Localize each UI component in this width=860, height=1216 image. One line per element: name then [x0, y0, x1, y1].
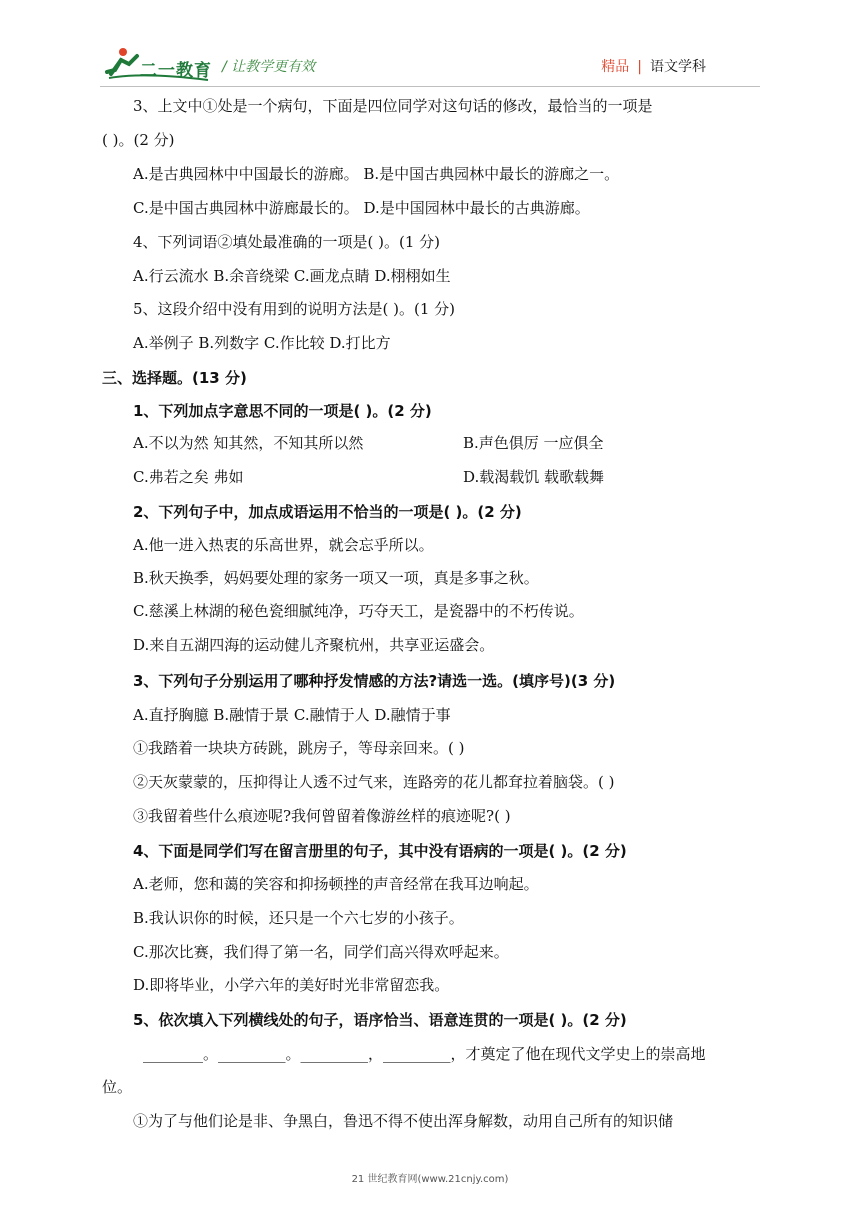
s3-q1-option-d: D.载渴载饥 载歌载舞	[463, 468, 605, 486]
s3-q5-blanks: ________。_________。_________，_________，才奠定了他在现代文学史上的崇高地	[143, 1045, 706, 1063]
page-footer: 21 世纪教育网(www.21cnjy.com)	[351, 1174, 509, 1185]
quality-tag: 精品	[601, 59, 630, 75]
header-separator: |	[637, 59, 642, 75]
question-3-blank: ( )。(2 分)	[102, 131, 175, 149]
page-header	[0, 0, 860, 88]
s3-q3-methods: A.直抒胸臆 B.融情于景 C.融情于人 D.融情于事	[133, 706, 451, 724]
header-divider	[100, 86, 760, 87]
s3-q3-sentence-2: ②天灰蒙蒙的，压抑得让人透不过气来，连路旁的花儿都耷拉着脑袋。( )	[133, 773, 615, 791]
s3-question-5-stem: 5、依次填入下列横线处的句子，语序恰当、语意连贯的一项是( )。(2 分)	[133, 1011, 627, 1029]
s3-q1-option-b: B.声色俱厉 一应俱全	[463, 434, 604, 452]
s3-q3-sentence-1: ①我踏着一块块方砖跳，跳房子，等母亲回来。( )	[133, 739, 465, 757]
s3-question-2-stem: 2、下列句子中，加点成语运用不恰当的一项是( )。(2 分)	[133, 503, 522, 521]
s3-q4-option-d: D.即将毕业，小学六年的美好时光非常留恋我。	[133, 976, 450, 994]
s3-question-3-stem: 3、下列句子分别运用了哪种抒发情感的方法?请选一选。(填序号)(3 分)	[133, 672, 616, 690]
s3-q2-option-a: A.他一进入热衷的乐高世界，就会忘乎所以。	[133, 536, 434, 554]
s3-q1-option-c: C.弗若之矣 弗如	[133, 468, 244, 486]
header-tags	[601, 56, 706, 76]
s3-question-4-stem: 4、下面是同学们写在留言册里的句子，其中没有语病的一项是( )。(2 分)	[133, 842, 627, 860]
question-5-stem: 5、这段介绍中没有用到的说明方法是( )。(1 分)	[133, 300, 456, 318]
s3-q2-option-c: C.慈溪上林湖的秘色瓷细腻纯净，巧夺天工，是瓷器中的不朽传说。	[133, 602, 584, 620]
s3-q5-sentence-1: ①为了与他们论是非、争黑白，鲁迅不得不使出浑身解数，动用自己所有的知识储	[133, 1112, 674, 1130]
s3-q4-option-a: A.老师，您和蔼的笑容和抑扬顿挫的声音经常在我耳边响起。	[133, 875, 539, 893]
s3-q3-sentence-3: ③我留着些什么痕迹呢?我何曾留着像游丝样的痕迹呢?( )	[133, 807, 511, 825]
s3-question-1-stem: 1、下列加点字意思不同的一项是( )。(2 分)	[133, 402, 432, 420]
s3-q2-option-b: B.秋天换季，妈妈要处理的家务一项又一项，真是多事之秋。	[133, 569, 539, 587]
question-4-stem: 4、下列词语②填处最准确的一项是( )。(1 分)	[133, 233, 441, 251]
subject-tag: 语文学科	[650, 59, 706, 75]
question-3-options-ab: A.是古典园林中中国最长的游廊。 B.是中国古典园林中最长的游廊之一。	[133, 165, 620, 183]
s3-q4-option-b: B.我认识你的时候，还只是一个六七岁的小孩子。	[133, 909, 464, 927]
s3-q1-option-a: A.不以为然 知其然，不知其所以然	[133, 434, 364, 452]
question-4-options: A.行云流水 B.余音绕梁 C.画龙点睛 D.栩栩如生	[133, 267, 451, 285]
section-3-title: 三、选择题。(13 分)	[102, 369, 247, 387]
question-3-stem: 3、上文中①处是一个病句，下面是四位同学对这句话的修改，最恰当的一项是	[133, 97, 653, 115]
brand-slogan: / 让教学更有效	[222, 59, 316, 75]
s3-q2-option-d: D.来自五湖四海的运动健儿齐聚杭州，共享亚运盛会。	[133, 636, 495, 654]
question-5-options: A.举例子 B.列数字 C.作比较 D.打比方	[133, 334, 391, 352]
brand-name: 二一教育	[140, 61, 212, 81]
s3-q5-blanks-cont: 位。	[102, 1078, 133, 1096]
s3-q4-option-c: C.那次比赛，我们得了第一名，同学们高兴得欢呼起来。	[133, 943, 509, 961]
question-3-options-cd: C.是中国古典园林中游廊最长的。 D.是中国园林中最长的古典游廊。	[133, 199, 590, 217]
